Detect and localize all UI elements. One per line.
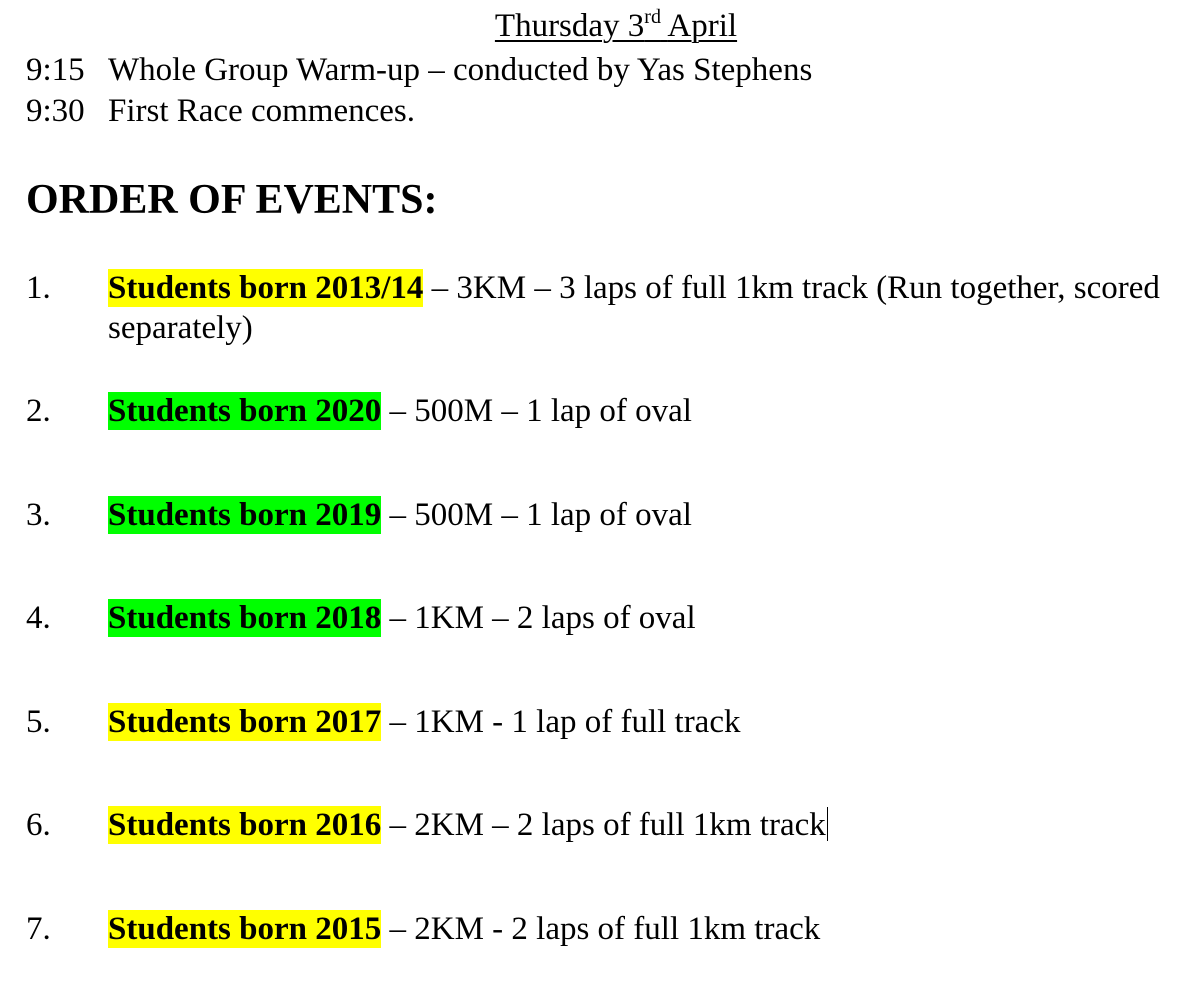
event-label-highlight: Students born 2020 (108, 393, 382, 429)
event-detail: – 1KM - 1 lap of full track (381, 704, 741, 740)
schedule-time: 9:30 (26, 93, 85, 129)
event-label-highlight: Students born 2015 (108, 911, 382, 947)
event-body (108, 598, 1198, 638)
document-title (0, 6, 1200, 46)
event-body (108, 702, 1198, 742)
event-label-highlight: Students born 2019 (108, 497, 382, 533)
event-item-3 (26, 495, 1198, 535)
event-body (108, 391, 1198, 431)
event-number: 7. (26, 911, 51, 947)
event-item-6 (26, 805, 1198, 845)
date-month: April (667, 8, 738, 44)
event-detail: – 2KM – 2 laps of full 1km track (381, 807, 826, 843)
event-item-4 (26, 598, 1198, 638)
event-detail: – 3KM – 3 laps of full 1km track (Run together, scored separately) (108, 270, 1160, 346)
event-number: 3. (26, 497, 51, 533)
event-label-highlight: Students born 2013/14 (108, 270, 424, 306)
event-number: 6. (26, 807, 51, 843)
event-body (108, 909, 1198, 949)
event-body (108, 268, 1198, 348)
event-number: 2. (26, 393, 51, 429)
event-item-7 (26, 909, 1198, 949)
order-of-events-heading: ORDER OF EVENTS: (26, 177, 438, 223)
event-detail: – 2KM - 2 laps of full 1km track (381, 911, 821, 947)
date-underlined (495, 8, 737, 44)
event-number: 1. (26, 270, 51, 306)
event-label-highlight: Students born 2016 (108, 807, 382, 843)
schedule-row-warmup (26, 50, 812, 90)
event-number: 5. (26, 704, 51, 740)
event-label-highlight: Students born 2017 (108, 704, 382, 740)
schedule-text: Whole Group Warm-up – conducted by Yas Stephens (108, 52, 813, 88)
text-cursor (827, 807, 828, 841)
event-item-1 (26, 268, 1198, 348)
event-detail: – 1KM – 2 laps of oval (381, 600, 696, 636)
schedule-time: 9:15 (26, 52, 85, 88)
date-ordinal: rd (644, 6, 661, 28)
event-label-highlight: Students born 2018 (108, 600, 382, 636)
event-body (108, 495, 1198, 535)
event-item-2 (26, 391, 1198, 431)
event-detail: – 500M – 1 lap of oval (381, 393, 692, 429)
schedule-row-first-race (26, 91, 415, 131)
event-item-5 (26, 702, 1198, 742)
event-number: 4. (26, 600, 51, 636)
schedule-text: First Race commences. (108, 93, 415, 129)
event-body[interactable] (108, 805, 1198, 845)
date-day: Thursday 3 (494, 8, 645, 44)
event-detail: – 500M – 1 lap of oval (381, 497, 692, 533)
